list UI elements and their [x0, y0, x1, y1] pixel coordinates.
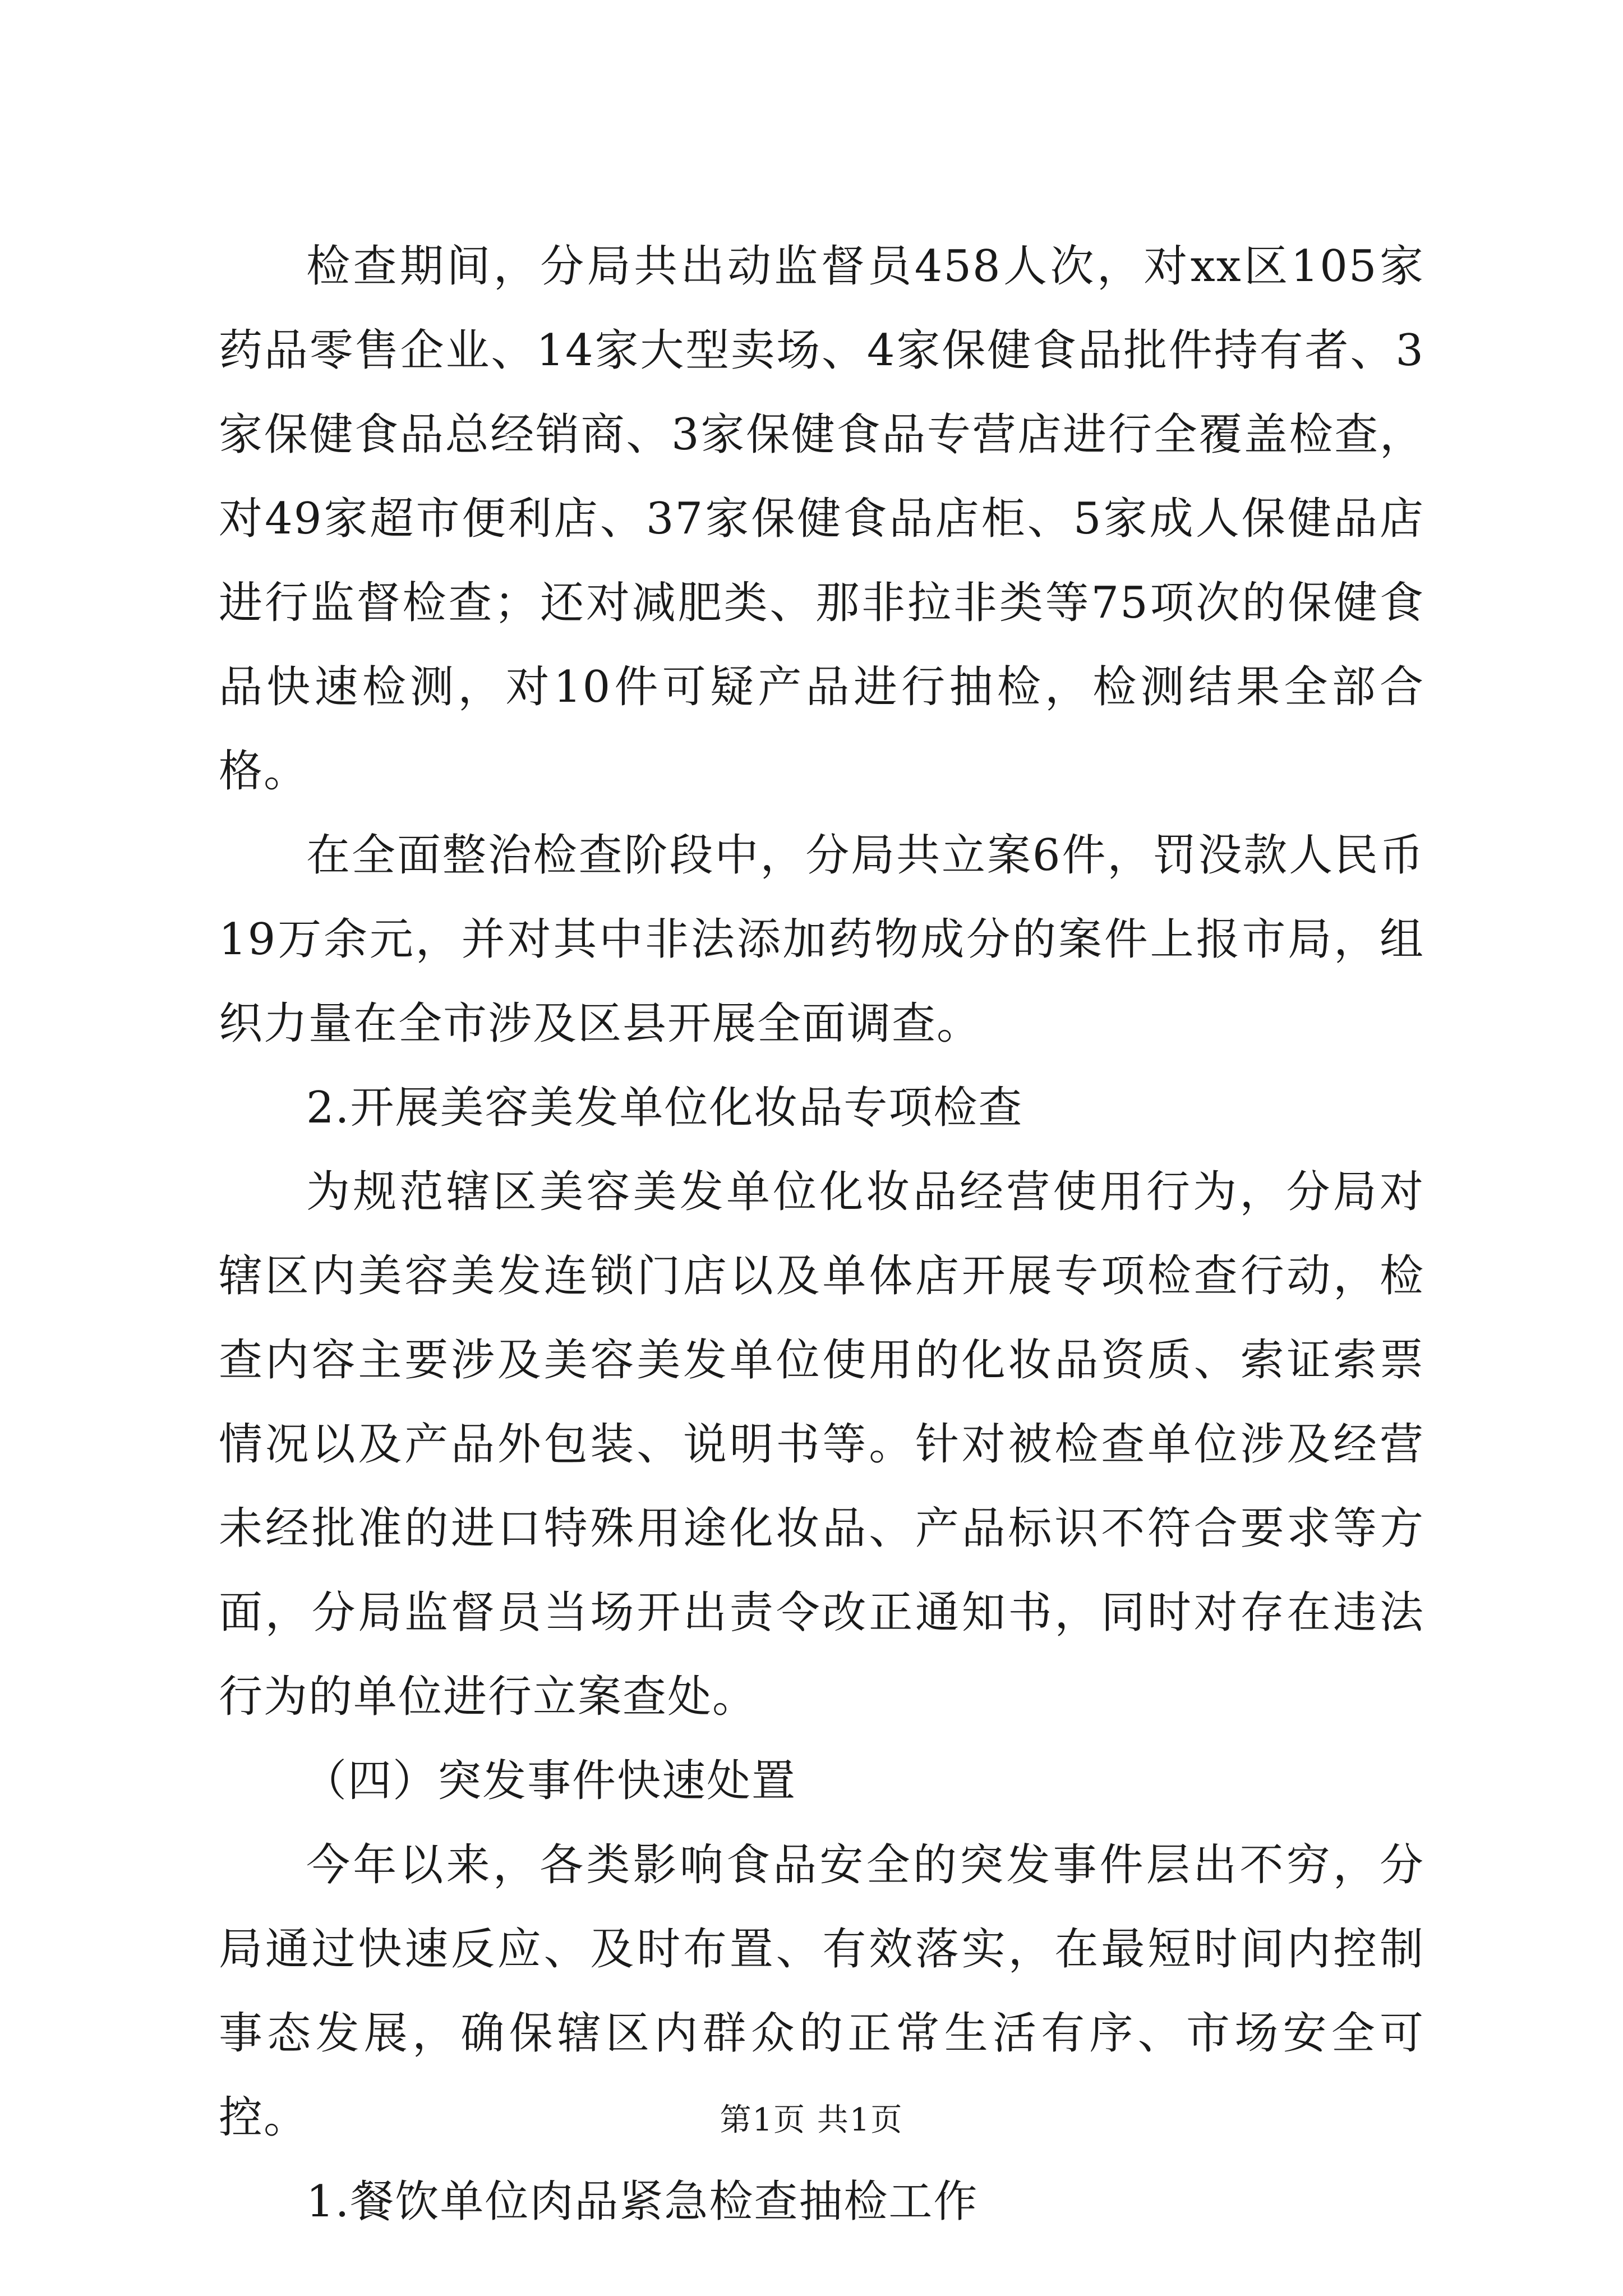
section-heading-emergency-response: （四）突发事件快速处置 [303, 1756, 797, 1806]
document-body [219, 224, 1424, 2244]
paragraph-case-filing: 在全面整治检查阶段中，分局共立案6件，罚没款人民币19万余元，并对其中非法添加药物成分的案件上报市局，组织力量在全市涉及区县开展全面调查。 [219, 830, 1424, 1049]
section-heading-meat-inspection: 1.餐饮单位肉品紧急检查抽检工作 [306, 2177, 979, 2227]
page-number-footer: 第1页 共1页 [720, 2102, 903, 2138]
paragraph-inspection-summary: 检查期间，分局共出动监督员458人次，对xx区105家药品零售企业、14家大型卖场、4家保健食品批件持有者、3家保健食品总经销商、3家保健食品专营店进行全覆盖检查，对49家超市便利店、37家保健食品店柜、5家成人保健品店进行监督检查；还对减肥类、那非拉非类等75项次的保健食品快速检测，对10件可疑产品进行抽检，检测结果全部合格。 [219, 241, 1424, 797]
paragraph-emergency-response: 今年以来，各类影响食品安全的突发事件层出不穷，分局通过快速反应、及时布置、有效落实，在最短时间内控制事态发展，确保辖区内群众的正常生活有序、市场安全可控。 [219, 1840, 1424, 2143]
section-heading-cosmetics-inspection: 2.开展美容美发单位化妆品专项检查 [306, 1083, 1023, 1133]
paragraph-cosmetics-inspection: 为规范辖区美容美发单位化妆品经营使用行为，分局对辖区内美容美发连锁门店以及单体店开展专项检查行动，检查内容主要涉及美容美发单位使用的化妆品资质、索证索票情况以及产品外包装、说明书等。针对被检查单位涉及经营未经批准的进口特殊用途化妆品、产品标识不符合要求等方面，分局监督员当场开出责令改正通知书，同时对存在违法行为的单位进行立案查处。 [219, 1167, 1424, 1722]
